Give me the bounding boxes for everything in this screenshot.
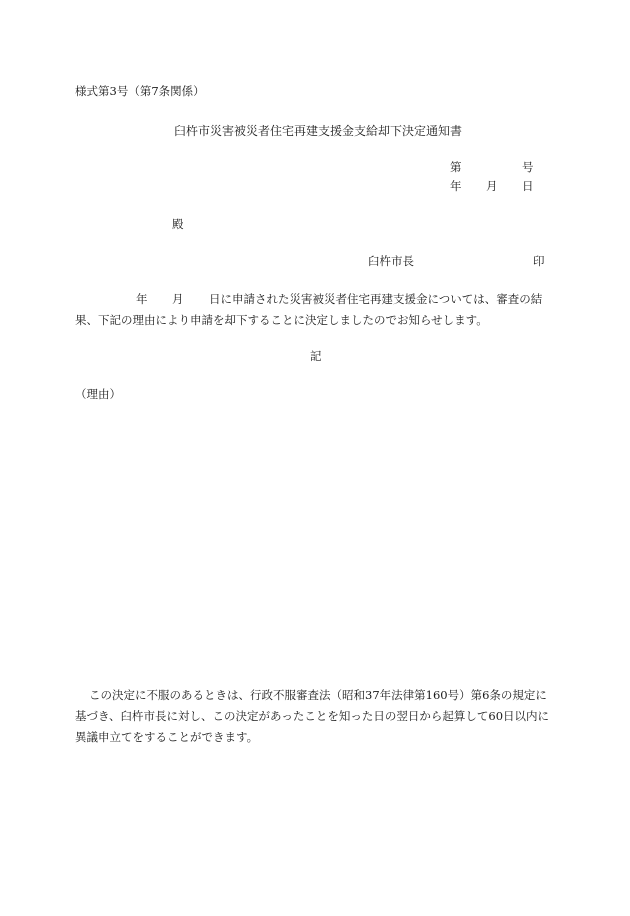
issuer-name: 臼杵市長 [368, 254, 414, 268]
appeal-notice: この決定に不服のあるときは、行政不服審査法（昭和37年法律第160号）第6条の規定に基づき、臼杵市長に対し、この決定があったことを知った日の翌日から起算して60日以内に異議申立てをすることができます。 [75, 688, 550, 744]
body-text: 日に申請された災害被災者住宅再建支援金については、審査の結果、下記の理由により申請を却下することに決定しましたのでお知らせします。 [75, 292, 543, 327]
body-year: 年 [136, 292, 148, 306]
doc-number-suffix: 号 [522, 160, 534, 174]
issuer-seal: 印 [533, 254, 545, 268]
reason-area [75, 410, 555, 670]
ki-marker: 記 [310, 349, 322, 363]
date-day: 日 [522, 179, 534, 193]
body-month: 月 [172, 292, 184, 306]
form-label: 様式第3号（第7条関係） [75, 84, 205, 98]
document-title: 臼杵市災害被災者住宅再建支援金支給却下決定通知書 [174, 124, 463, 138]
date-month: 月 [486, 179, 498, 193]
reason-label: （理由） [75, 387, 121, 401]
addressee-honorific: 殿 [172, 217, 184, 231]
date-year: 年 [450, 179, 462, 193]
doc-number-prefix: 第 [450, 160, 462, 174]
